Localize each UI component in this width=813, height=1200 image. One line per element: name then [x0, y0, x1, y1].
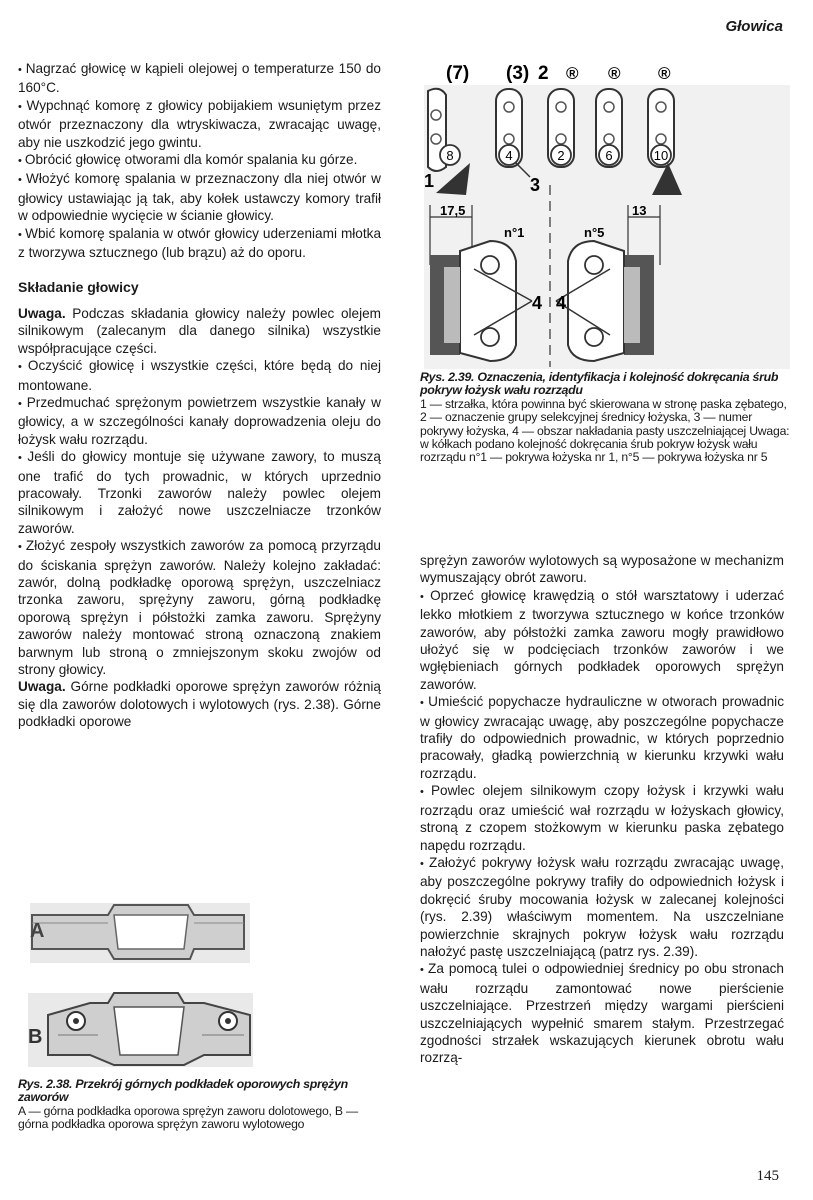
- paragraph: • Jeśli do głowicy montuje się używane zawory, to muszą one trafić do tych prowadnic, w których uprzednio pracowały. Trzonki zaworów należy powlec olejem silnikowym i założyć nowe uszczelniacze trzonków zaworów.: [18, 448, 381, 537]
- paragraph: • Oczyścić głowicę i wszystkie części, które będą do niej montowane.: [18, 357, 381, 394]
- paragraph: • Oprzeć głowicę krawędzią o stół warsztatowy i uderzać lekko młotkiem z tworzywa sztucznego w końce trzonków zaworów, aby półstożki zamka zaworu mogły prawidłowo ułożyć się w podcięciach trzonków zaworów i we wgłębieniach górnych podkładek oporowych sprężyn zaworów.: [420, 587, 784, 693]
- end-cap-right: [568, 241, 654, 361]
- order-number: 4: [505, 148, 513, 163]
- callout-3: 3: [530, 175, 541, 195]
- washer-a-section: [30, 903, 250, 963]
- caption-body: 1 — strzałka, która powinna być skierowana w stronę paska zębatego, 2 — oznaczenie grupy selekcyjnej średnicy łożyska, 3 — numer pokrywy łożyska, 4 — obszar nakładania pasty uszczelniającej Uwaga: w kółkach podano kolejność dokręcania śrub pokryw łożysk wału rozrządu n°1 — pokrywa łożyska nr 1, n°5 — pokrywa łożyska nr 5: [420, 396, 790, 465]
- paragraph: • Wbić komorę spalania w otwór głowicy uderzeniami młotka z tworzywa sztucznego (lub brązu) aż do oporu.: [18, 225, 381, 262]
- dimension-right: 13: [632, 203, 647, 218]
- paragraph: • Włożyć komorę spalania w przeznaczony dla niej otwór w głowicy ustawiając ją tak, aby kołek ustawczy komory trafił w odpowiednie wycięcie w ścianie głowicy.: [18, 170, 381, 224]
- top-label-mark: ®: [658, 64, 671, 83]
- note-label: Uwaga.: [18, 679, 66, 695]
- top-label-mark: ®: [608, 64, 621, 83]
- bearing-label-5: n°5: [584, 225, 605, 240]
- callout-1: 1: [424, 171, 435, 191]
- figure-label-b: B: [28, 1026, 43, 1048]
- end-cap-left: [430, 241, 516, 361]
- paragraph: • Umieścić popychacze hydrauliczne w otworach prowadnic w głowicy zwracając uwagę, aby poszczególne popychacze trafiły do odpowiednich prowadnic, w których poprzednio pracowały, gładką powierzchnią w kierunku krzywki wału rozrządu.: [420, 693, 784, 782]
- order-number: 2: [557, 148, 565, 163]
- caption-title: Rys. 2.38. Przekrój górnych podkładek oporowych sprężyn zaworów: [18, 1077, 348, 1105]
- callout-4-right: 4: [556, 293, 567, 313]
- dimension-left: 17,5: [440, 203, 466, 218]
- figure-2-39: [420, 55, 790, 370]
- top-label-mark: ®: [566, 64, 579, 83]
- paragraph: • Obrócić głowicę otworami dla komór spalania ku górze.: [18, 151, 381, 170]
- caption-body: A — górna podkładka oporowa sprężyn zaworu dolotowego, B — górna podkładka oporowa sprężyn zaworu wylotowego: [18, 1103, 359, 1132]
- callout-4-left: 4: [532, 293, 543, 313]
- paragraph: sprężyn zaworów wylotowych są wyposażone w mechanizm wymuszający obrót zaworu.: [420, 553, 784, 586]
- right-column: [420, 552, 784, 1067]
- paragraph: • Założyć pokrywy łożysk wału rozrządu zwracając uwagę, aby poszczególne pokrywy trafiły do odpowiednich łożysk i dokręcić śruby mocowania łożysk w zalecanej kolejności (rys. 2.39) właściwym momentem. Na uszczelniane powierzchnie skrajnych pokryw łożysk wału rozrządu nałożyć pastę uszczelniającą (patrz rys. 2.39).: [420, 854, 784, 960]
- paragraph: • Złożyć zespoły wszystkich zaworów za pomocą przyrządu do ściskania sprężyn zaworów. Należy kolejno zakładać: zawór, dolną podkładkę oporową sprężyn, uszczelniacz trzonka zaworu, sprężyny zaworu, górną podkładkę oporową sprężyn i półstożki zamka zaworu. Sprężyny zaworów należy montować stroną oznaczoną znakiem barwnym lub stroną o zmniejszonym skoku zwojów od strony głowicy.: [18, 537, 381, 678]
- note-text: Górne podkładki oporowe sprężyn zaworów różnią się dla zaworów dolotowych i wylotowych (rys. 2.38). Górne podkładki oporowe: [18, 679, 381, 730]
- order-number: 10: [653, 148, 669, 163]
- left-column: [18, 60, 381, 731]
- paragraph: • Za pomocą tulei o odpowiedniej średnicy po obu stronach wału rozrządu zamontować nowe pierścienie uszczelniające. Przestrzeń między wargami pierścieni uszczelniających wypełnić smarem stałym. Przestrzegać zgodności strzałek wskazujących kierunek obrotu wału rozrzą-: [420, 960, 784, 1066]
- page-number: 145: [756, 1168, 779, 1184]
- top-label-2: 2: [538, 63, 549, 84]
- note-text: Podczas składania głowicy należy powlec olejem silnikowym (zalecanym dla danego silnika) wszystkie współpracujące części.: [18, 305, 381, 356]
- caption-title: Rys. 2.39. Oznaczenia, identyfikacja i kolejność dokręcania śrub pokryw łożysk wału rozrządu: [420, 370, 779, 398]
- top-label-7: (7): [446, 63, 470, 84]
- note-paragraph: [18, 305, 381, 357]
- top-label-3: (3): [506, 63, 530, 84]
- paragraph: • Nagrzać głowicę w kąpieli olejowej o temperaturze 150 do 160°C.: [18, 60, 381, 97]
- figure-2-39-caption: [420, 371, 792, 465]
- figure-label-a: A: [30, 920, 45, 942]
- figure-2-38: [18, 895, 258, 1075]
- note-label: Uwaga.: [18, 305, 66, 321]
- order-number: 6: [605, 148, 613, 163]
- paragraph: • Wypchnąć komorę z głowicy pobijakiem wsuniętym przez otwór przeznaczony dla wtryskiwacza, zwracając uwagę, aby nie uszkodzić jego gwintu.: [18, 97, 381, 151]
- section-heading: Składanie głowicy: [18, 279, 139, 296]
- section-header: Głowica: [725, 18, 783, 35]
- figure-2-38-caption: [18, 1078, 363, 1132]
- note-paragraph: [18, 678, 381, 730]
- paragraph: • Przedmuchać sprężonym powietrzem wszystkie kanały w głowicy, a w szczególności kanały doprowadzenia oleju do łożysk wału rozrządu.: [18, 394, 381, 448]
- bearing-label-1: n°1: [504, 225, 525, 240]
- washer-b-section: [28, 993, 253, 1067]
- order-number: 8: [446, 148, 454, 163]
- paragraph: • Powlec olejem silnikowym czopy łożysk i krzywki wału rozrządu oraz umieścić wał rozrządu w łożyskach głowicy, stroną z czopem stożkowym w kierunku paska zębatego napędu rozrządu.: [420, 782, 784, 854]
